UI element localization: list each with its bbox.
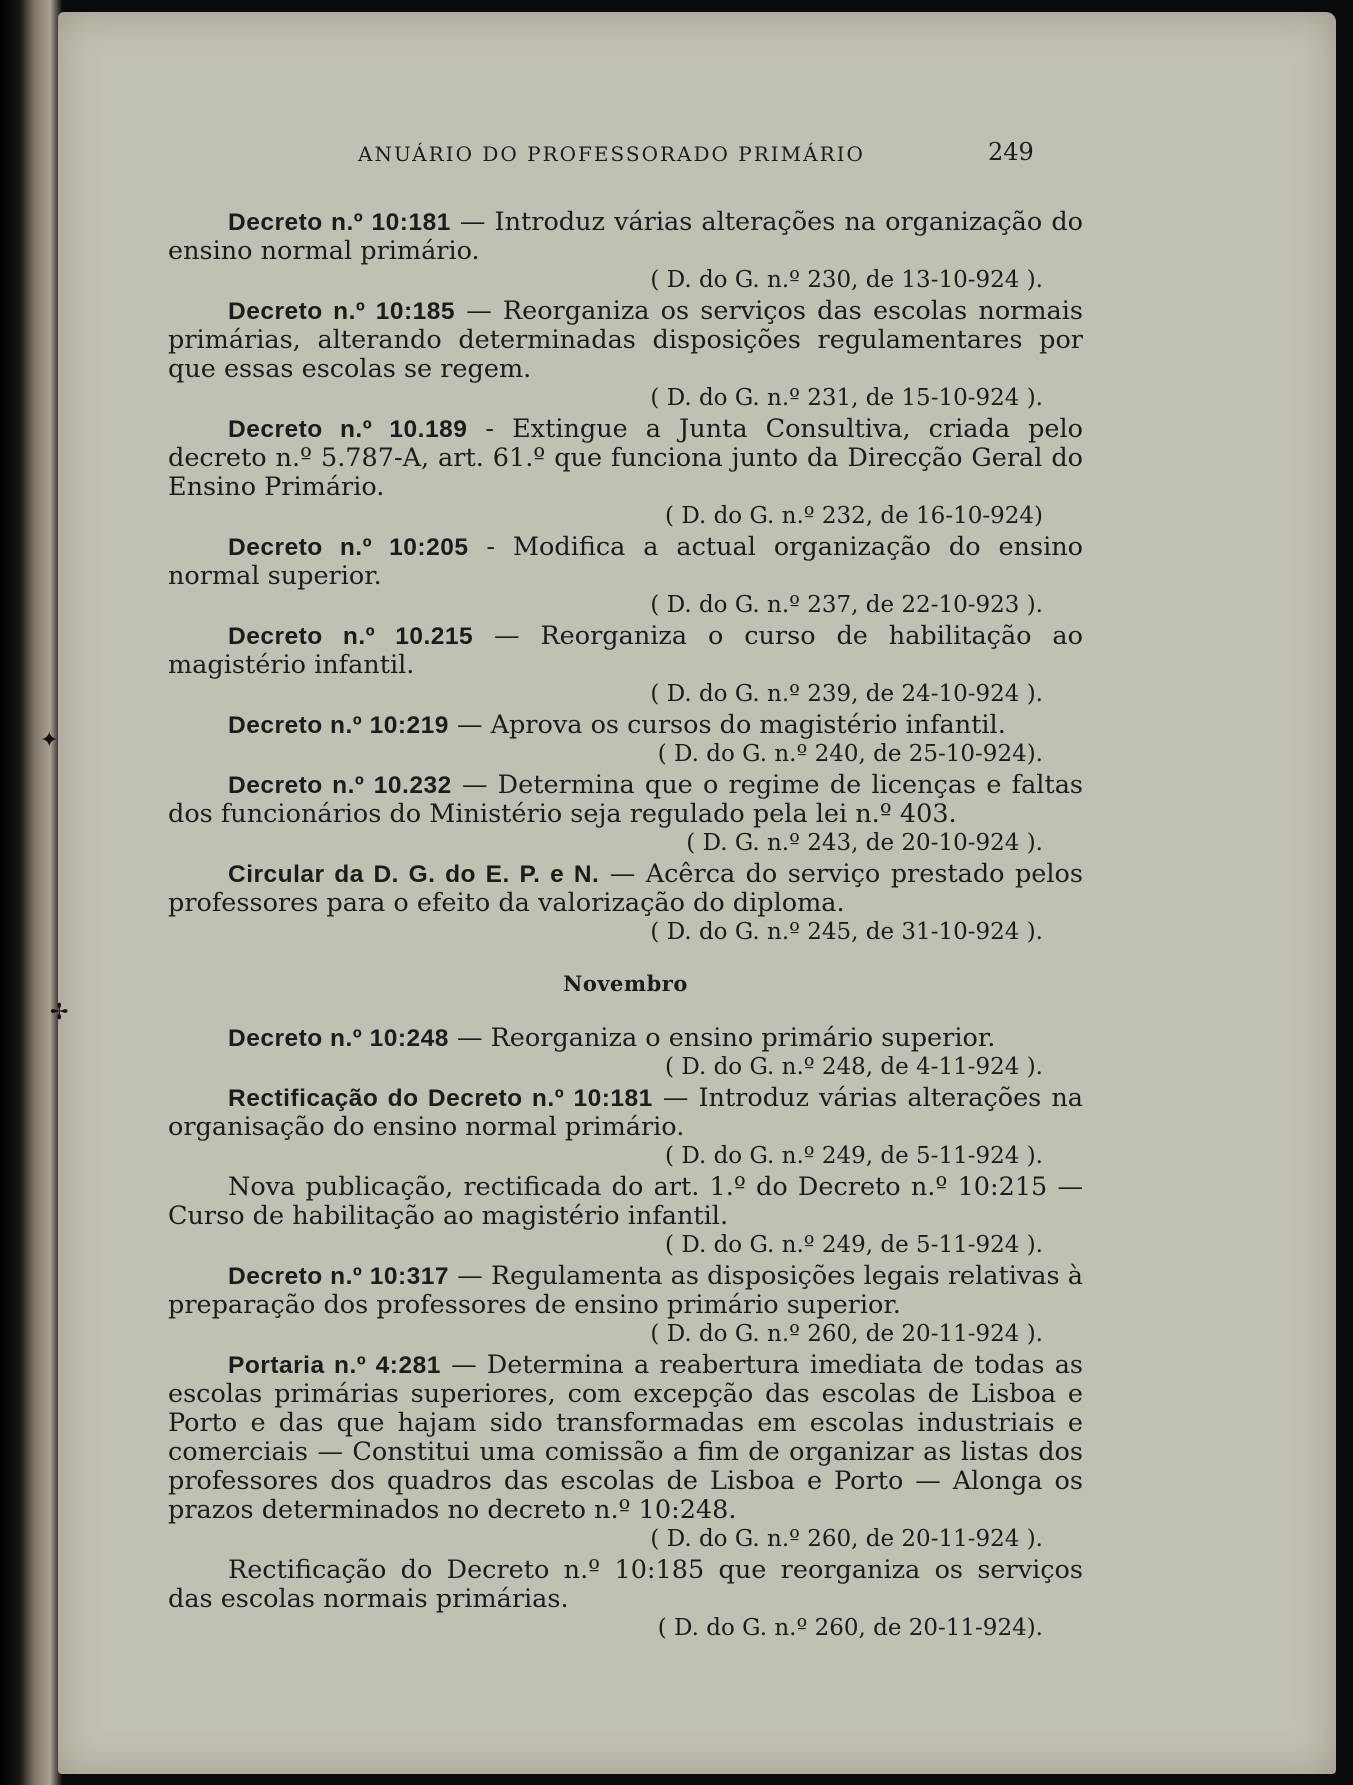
list-item [168, 622, 1083, 709]
margin-arrow-icon: ✦ [40, 728, 59, 753]
entry-title: Decreto n.º 10:185 [228, 298, 456, 325]
entry-text [168, 860, 1083, 918]
entry-text [168, 208, 1083, 266]
entry-description: - Extingue a Junta Consultiva, criada pelo decreto n.º 5.787-A, art. 61.º que funciona junto da Direcção Geral do Ensino Primário. [168, 414, 1083, 502]
running-title: ANUÁRIO DO PROFESSORADO PRIMÁRIO [358, 142, 865, 166]
entry-title: Decreto n.º 10.189 [228, 416, 468, 443]
entry-source: ( D. do G. n.º 239, de 24-10-924 ). [650, 681, 1043, 707]
entry-text [168, 1556, 1083, 1614]
entry-text [168, 1262, 1083, 1320]
entry-source: ( D. G. n.º 243, de 20-10-924 ). [686, 830, 1043, 856]
entry-title: Portaria n.º 4:281 [228, 1352, 441, 1379]
entry-source: ( D. do G. n.º 230, de 13-10-924 ). [650, 267, 1043, 293]
list-item [168, 1262, 1083, 1349]
book-spine-shadow [0, 0, 62, 1785]
entry-title: Decreto n.º 10:205 [228, 534, 469, 561]
entry-title: Nova publicação, rectificada do art. 1.º do Decreto n.º 10:215 [228, 1172, 1048, 1202]
entry-description: — Regulamenta as disposições legais relativas à preparação dos professores de ensino primário superior. [168, 1261, 1083, 1320]
list-item [168, 1084, 1083, 1171]
entry-text [168, 415, 1083, 502]
entry-description: — Introduz várias alterações na organização do ensino normal primário. [168, 207, 1083, 266]
entry-text [168, 533, 1083, 591]
legislation-list [168, 208, 1083, 1645]
list-item [168, 208, 1083, 295]
list-item [168, 533, 1083, 620]
list-item [168, 1556, 1083, 1643]
entry-source: ( D. do G. n.º 248, de 4-11-924 ). [665, 1054, 1043, 1080]
entry-title: Decreto n.º 10:317 [228, 1263, 450, 1290]
entry-text [168, 297, 1083, 384]
entry-description: — Determina a reabertura imediata de todas as escolas primárias superiores, com excepção das escolas de Lisboa e Porto e das que hajam sido transformadas em escolas industriais e comerciais — Constitui uma comissão a fim de organizar as listas dos professores dos quadros das escolas de Lisboa e Porto — Alonga os prazos determinados no decreto n.º 10:248. [168, 1350, 1084, 1525]
entry-title: Rectificação do Decreto n.º 10:181 [228, 1085, 653, 1112]
entry-title: Decreto n.º 10:248 [228, 1025, 449, 1052]
entry-description: — Curso de habilitação ao magistério infantil. [168, 1172, 1083, 1231]
entry-text [168, 1024, 1083, 1053]
entry-source: ( D. do G. n.º 231, de 15-10-924 ). [650, 385, 1043, 411]
entry-description: — Aprova os cursos do magistério infantil. [448, 710, 1006, 740]
page-number: 249 [988, 138, 1034, 166]
entry-text [168, 771, 1083, 829]
entry-source: ( D. do G. n.º 232, de 16-10-924) [665, 503, 1043, 529]
list-item [168, 860, 1083, 947]
section-heading-november: Novembro [563, 971, 688, 996]
entry-source: ( D. do G. n.º 260, de 20-11-924 ). [650, 1321, 1043, 1347]
entry-text [168, 1084, 1083, 1142]
page-header [58, 130, 1336, 166]
list-item [168, 711, 1083, 769]
entry-title: Rectificação do Decreto n.º 10:185 [228, 1555, 705, 1585]
entry-source: ( D. do G. n.º 240, de 25-10-924). [657, 741, 1043, 767]
list-item [168, 771, 1083, 858]
list-item [168, 1351, 1083, 1554]
list-item [168, 1024, 1083, 1082]
entry-description: que reorganiza os serviços das escolas normais primárias. [168, 1555, 1083, 1614]
entry-source: ( D. do G. n.º 260, de 20-11-924). [657, 1615, 1043, 1641]
entry-text [168, 622, 1083, 680]
entry-text [168, 1173, 1083, 1231]
list-item [168, 297, 1083, 413]
entry-description: - Modifica a actual organização do ensino normal superior. [168, 532, 1083, 591]
entry-source: ( D. do G. n.º 245, de 31-10-924 ). [650, 919, 1043, 945]
list-item [168, 1173, 1083, 1260]
entry-description: — Introduz várias alterações na organisação do ensino normal primário. [168, 1083, 1083, 1142]
entry-source: ( D. do G. n.º 237, de 22-10-923 ). [650, 592, 1043, 618]
entry-source: ( D. do G. n.º 249, de 5-11-924 ). [665, 1143, 1043, 1169]
entry-description: — Acêrca do serviço prestado pelos professores para o efeito da valorização do diploma. [168, 859, 1083, 918]
entry-source: ( D. do G. n.º 249, de 5-11-924 ). [665, 1232, 1043, 1258]
margin-mark-icon: ✢ [50, 1000, 69, 1025]
entry-description: — Reorganiza o ensino primário superior. [448, 1023, 996, 1053]
entry-description: — Reorganiza os serviços das escolas normais primárias, alterando determinadas disposições regulamentares por que essas escolas se regem. [168, 296, 1083, 384]
entry-description: — Reorganiza o curso de habilitação ao magistério infantil. [168, 621, 1083, 680]
entry-title: Circular da D. G. do E. P. e N. [228, 861, 600, 888]
entry-title: Decreto n.º 10:219 [228, 712, 449, 739]
entry-title: Decreto n.º 10.232 [228, 772, 452, 799]
list-item [168, 415, 1083, 531]
entry-source: ( D. do G. n.º 260, de 20-11-924 ). [650, 1526, 1043, 1552]
book-page [58, 12, 1336, 1774]
entry-title: Decreto n.º 10.215 [228, 623, 474, 650]
entry-description: — Determina que o regime de licenças e faltas dos funcionários do Ministério seja regulado pela lei n.º 403. [168, 770, 1083, 829]
entry-text [168, 1351, 1083, 1525]
entry-title: Decreto n.º 10:181 [228, 209, 451, 236]
entry-text [168, 711, 1083, 740]
